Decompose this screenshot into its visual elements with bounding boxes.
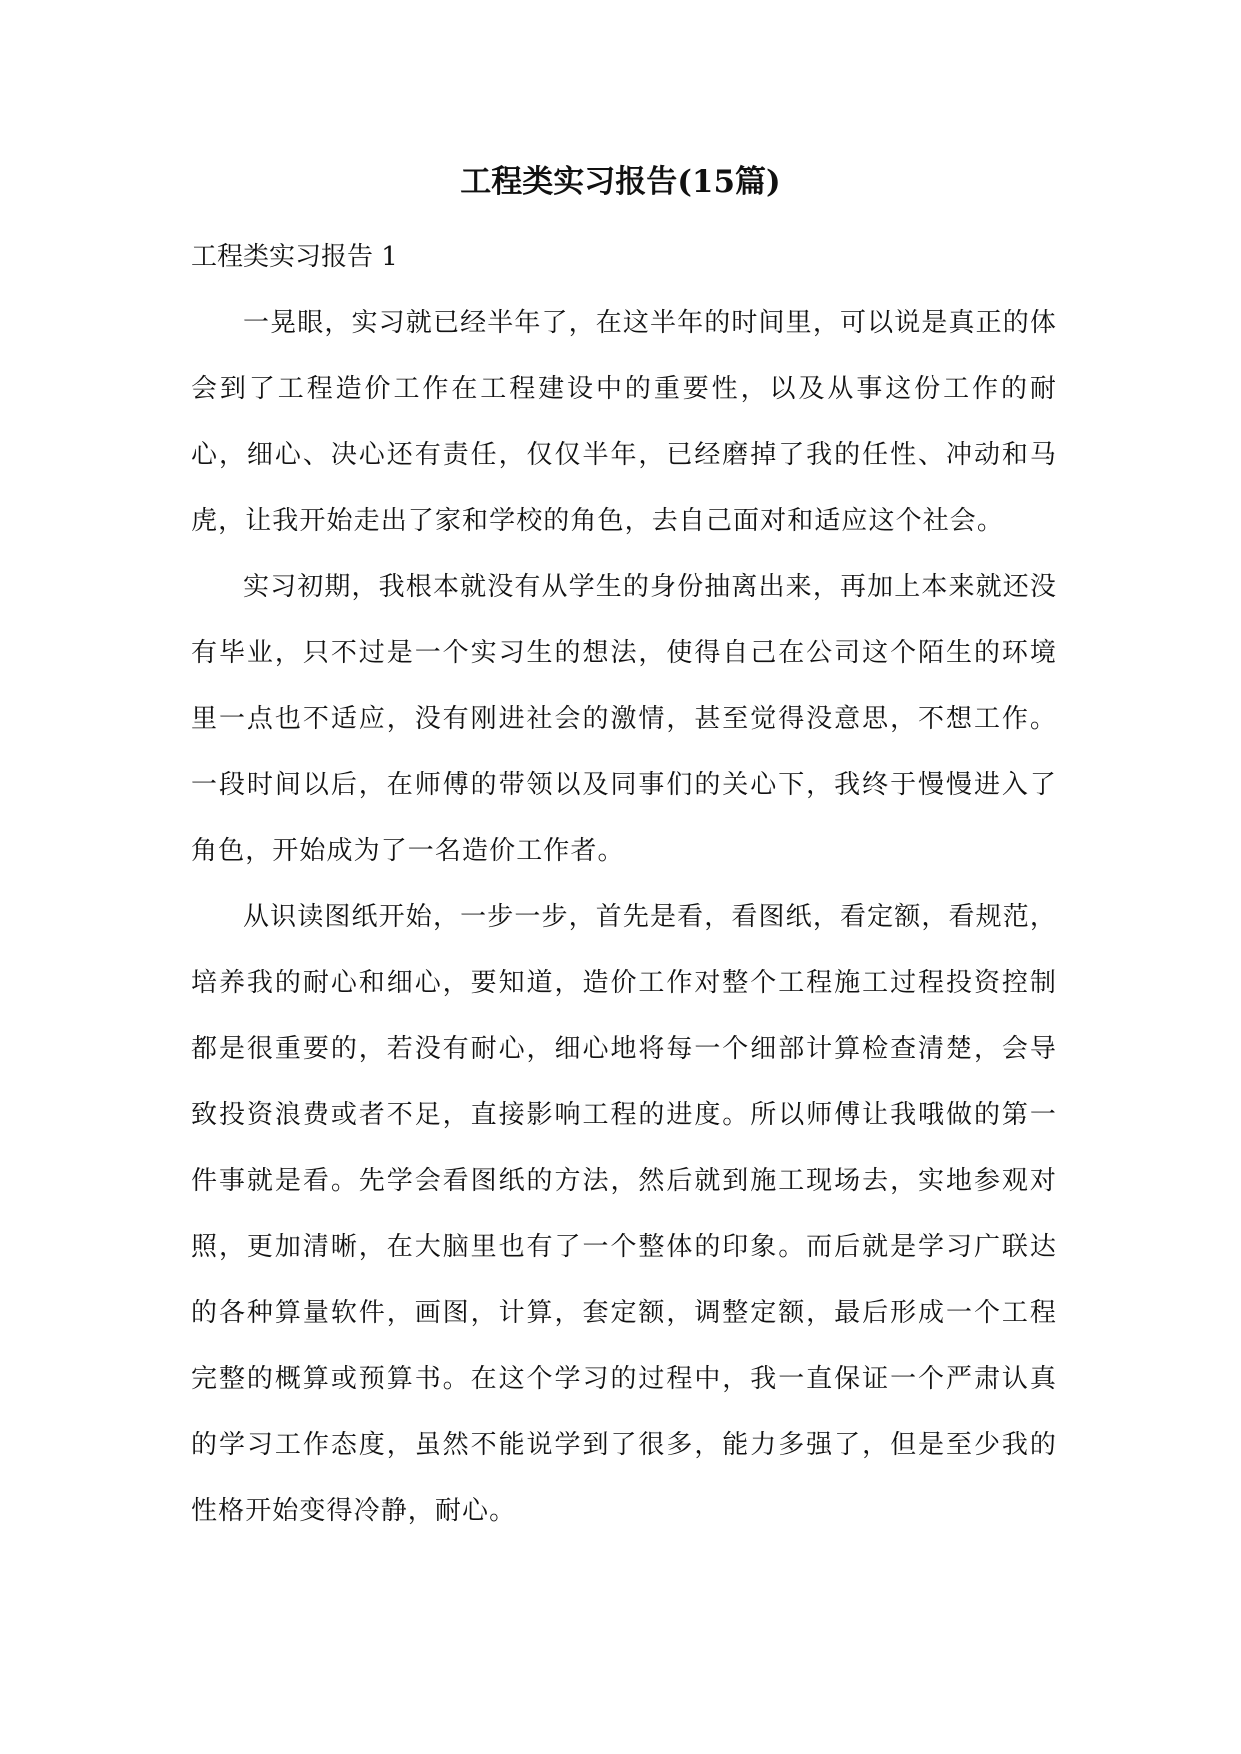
section-heading: 工程类实习报告 1 bbox=[191, 242, 398, 272]
paragraph-3: 从识读图纸开始，一步一步，首先是看，看图纸，看定额，看规范，培养我的耐心和细心，要知道，造价工作对整个工程施工过程投资控制都是很重要的，若没有耐心，细心地将每一个细部计算检查清楚，会导致投资浪费或者不足，直接影响工程的进度。所以师傅让我哦做的第一件事就是看。先学会看图纸的方法，然后就到施工现场去，实地参观对照，更加清晰，在大脑里也有了一个整体的印象。而后就是学习广联达的各种算量软件，画图，计算，套定额，调整定额，最后形成一个工程完整的概算或预算书。在这个学习的过程中，我一直保证一个严肃认真的学习工作态度，虽然不能说学到了很多，能力多强了，但是至少我的性格开始变得冷静，耐心。 bbox=[191, 902, 1057, 1526]
paragraph-1: 一晃眼，实习就已经半年了，在这半年的时间里，可以说是真正的体会到了工程造价工作在工程建设中的重要性，以及从事这份工作的耐心，细心、决心还有责任，仅仅半年，已经磨掉了我的任性、冲动和马虎，让我开始走出了家和学校的角色，去自己面对和适应这个社会。 bbox=[191, 308, 1057, 536]
document-title: 工程类实习报告(15篇) bbox=[460, 164, 781, 200]
paragraph-2: 实习初期，我根本就没有从学生的身份抽离出来，再加上本来就还没有毕业，只不过是一个实习生的想法，使得自己在公司这个陌生的环境里一点也不适应，没有刚进社会的激情，甚至觉得没意思，不想工作。一段时间以后，在师傅的带领以及同事们的关心下，我终于慢慢进入了角色，开始成为了一名造价工作者。 bbox=[191, 572, 1057, 866]
document-body bbox=[191, 224, 1057, 1544]
